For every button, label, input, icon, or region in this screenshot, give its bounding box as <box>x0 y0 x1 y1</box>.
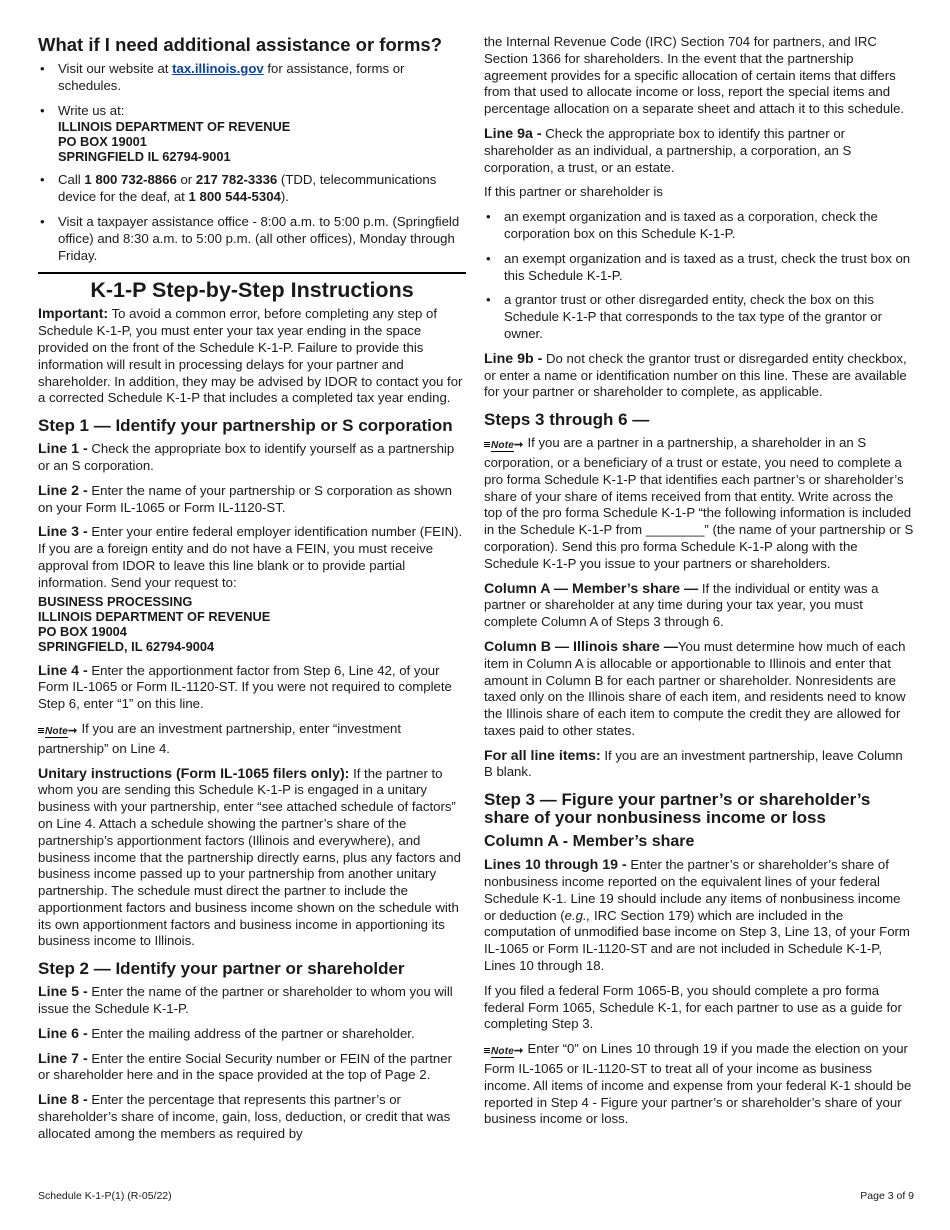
tdd-number: 1 800 544-5304 <box>188 189 281 205</box>
line4-paragraph: Line 4 - Enter the apportionment factor from Step 6, Line 42, of your Form IL-1065 or Form IL-1120-ST. If you were not required to complete Step 6, enter “1” on this line. <box>38 662 452 712</box>
phone-number: 1 800 732-8866 <box>84 172 177 188</box>
form-1065b-paragraph: If you filed a federal Form 1065-B, you should complete a pro forma federal Form 1065, Schedule K-1, for each partner to use as a guide for completing Step 3. <box>484 982 902 1032</box>
important-paragraph: Important: To avoid a common error, before completing any step of Schedule K-1-P, you must enter your tax year ending in the space provided on the front of the Schedule K-1-P. Failure to provide this information will result in processing delays for your partner and shareholder. In addition, they may be advised by IDOR to contact you for a corrected Schedule K-1-P that includes a completed tax year ending. <box>38 306 463 406</box>
list-item: • a grantor trust or other disregarded entity, check the box on this Schedule K-1-P that corresponds to the tax type of the grantor or owner. <box>484 292 914 342</box>
phone-number: 217 782-3336 <box>195 172 278 188</box>
line9a-paragraph: Line 9a - Check the appropriate box to identify this partner or shareholder as an individual, a partnership, a corporation, an S corporation, a trust, or an estate. <box>484 125 852 175</box>
website-link[interactable]: tax.illinois.gov <box>172 61 264 76</box>
all-line-items-paragraph: For all line items: If you are an investment partnership, leave Column B blank. <box>484 747 903 780</box>
line7-paragraph: Line 7 - Enter the entire Social Security number or FEIN of the partner or shareholder here and in the space provided at the top of Page 2. <box>38 1050 452 1083</box>
note-icon: Note➞ <box>38 723 77 741</box>
lines-10-19-paragraph: Lines 10 through 19 - Enter the partner’s or shareholder’s share of nonbusiness income reported on the equivalent lines of your federal Schedule K-1. Line 19 should include any items of nonbusiness income or deduction (e.g., IRC Section 179) which are included in the computation of unmodified base income on Step 3, Line 13, of your Form IL-1065 or Form IL-1120-ST and are not included in Schedule K-1-P, Lines 10 through 18. <box>484 857 910 974</box>
line1-paragraph: Line 1 - Check the appropriate box to identify yourself as a partnership or an S corporation. <box>38 441 455 473</box>
list-item: • an exempt organization and is taxed as a trust, check the trust box on this Schedule K-1-P. <box>484 251 914 285</box>
form-identifier: Schedule K-1-P(1) (R-05/22) <box>38 1190 172 1202</box>
steps3to6-heading: Steps 3 through 6 — <box>484 410 650 430</box>
step1-heading: Step 1 — Identify your partnership or S corporation <box>38 416 453 436</box>
page-number: Page 3 of 9 <box>860 1190 914 1202</box>
right-column <box>484 34 914 1136</box>
website-item: • Visit our website at tax.illinois.gov for assistance, forms or schedules. <box>38 61 466 95</box>
line2-paragraph: Line 2 - Enter the name of your partnership or S corporation as shown on your Form IL-1065 or Form IL-1120-ST. <box>38 482 452 515</box>
line8-paragraph: Line 8 - Enter the percentage that represents this partner’s or shareholder’s share of income, gain, loss, deduction, or credit that was allocated among the members as required by <box>38 1092 451 1141</box>
pro-forma-note: Note➞ If you are a partner in a partnership, a shareholder in an S corporation, or a beneficiary of a trust or estate, you need to complete a pro forma Schedule K-1-P that identifies each partner’s or shareholder’s share of your share of items received from that entity. Write across the top of the pro forma Schedule K-1-P “the following information is included in the Schedule K-1-P from ________” (the name of your partnership or S corporation). Send this pro forma Schedule K-1-P along with the Schedule K-1-P you issue to your partners or shareholders. <box>484 435 914 571</box>
column-a-paragraph: Column A — Member’s share — If the individual or entity was a partner or shareholder at any time during your tax year, you must complete Column A of Steps 3 through 6. <box>484 580 879 630</box>
write-item: • Write us at: ILLINOIS DEPARTMENT OF REVENUE PO BOX 19001 SPRINGFIELD IL 62794-9001 <box>38 103 466 165</box>
instructions-title: K-1-P Step-by-Step Instructions <box>90 278 414 303</box>
note-icon: Note➞ <box>484 437 523 455</box>
note-paragraph: Note➞ If you are an investment partnership, enter “investment partnership” on Line 4. <box>38 720 402 756</box>
assistance-heading: What if I need additional assistance or forms? <box>38 34 442 55</box>
visit-item: • Visit a taxpayer assistance office - 8:00 a.m. to 5:00 p.m. (Springfield office) and 8:30 a.m. to 5:00 p.m. (all other offices), Monday through Friday. <box>38 214 466 264</box>
assistance-list <box>38 61 466 264</box>
business-income-note: Note➞ Enter “0” on Lines 10 through 19 if you made the election on your Form IL-1065 or IL-1120-ST to treat all of your income as business income. All items of income and expense from your federal K-1 should be reported in Step 4 - Figure your partner’s or shareholder’s share of your business income or loss. <box>484 1041 912 1127</box>
unitary-paragraph: Unitary instructions (Form IL-1065 filers only): If the partner to whom you are sending this Schedule K-1-P is engaged in a unitary business with your partnership, enter “see attached schedule of factors” on Line 4. Attach a schedule showing the partner’s share of the partnership’s apportionment factors (Illinois and everywhere), and business income that the partnership directly earns, plus any factors and business income passed up to your partnership from another unitary partnership. The schedule must direct the partner to include the apportionment factors and business income shown on the schedule with its own apportionment factors and business income in apportioning its business income to Illinois. <box>38 765 461 949</box>
line8-continued: the Internal Revenue Code (IRC) Section 704 for partners, and IRC Section 1366 for shareholders. In the event that the partnership agreement provides for a specific allocation of certain items that differs from that used to allocate income or loss, report the special items and percentage allocation on a separate sheet and attach it to this schedule. <box>484 34 905 117</box>
step2-heading: Step 2 — Identify your partner or shareholder <box>38 959 405 979</box>
call-item: • Call 1 800 732-8866 or 217 782-3336 (TDD, telecommunications device for the deaf, at 1 800 544-5304). <box>38 172 466 206</box>
entity-bullet-list <box>484 209 914 343</box>
if-partner-text: If this partner or shareholder is <box>484 184 663 200</box>
business-processing-address: BUSINESS PROCESSING ILLINOIS DEPARTMENT OF REVENUE PO BOX 19004 SPRINGFIELD, IL 62794-9004 <box>38 593 271 654</box>
left-column <box>38 34 466 1151</box>
line9b-paragraph: Line 9b - Do not check the grantor trust or disregarded entity checkbox, or enter a name or identification number on this line. These are available for your partner or shareholder to complete, as applicable. <box>484 350 907 400</box>
column-b-paragraph: Column B — Illinois share —You must determine how much of each item in Column A is allocable or apportionable to Illinois and enter that amount in Column B for each partner or shareholder. Nonresidents are taxed only on the Illinois share of each item, and residents need to know the Illinois share of each item to compute the credit they are allowed for taxes paid to other states. <box>484 638 906 738</box>
line3-paragraph: Line 3 - Enter your entire federal employer identification number (FEIN). If you are a foreign entity and do not have a FEIN, you must receive approval from IDOR to leave this line blank or to provide partial information. Send your request to: <box>38 524 463 590</box>
line6-paragraph: Line 6 - Enter the mailing address of the partner or shareholder. <box>38 1025 415 1042</box>
list-item: • an exempt organization and is taxed as a corporation, check the corporation box on this Schedule K-1-P. <box>484 209 914 243</box>
note-icon: Note➞ <box>484 1043 523 1061</box>
idor-mailing-address: ILLINOIS DEPARTMENT OF REVENUE PO BOX 19001 SPRINGFIELD IL 62794-9001 <box>58 119 291 165</box>
column-a-subheading: Column A - Member’s share <box>484 833 695 851</box>
section-divider <box>38 272 466 274</box>
step3-heading: Step 3 — Figure your partner’s or shareholder’s share of your nonbusiness income or loss <box>484 790 871 828</box>
line5-paragraph: Line 5 - Enter the name of the partner or shareholder to whom you will issue the Schedule K-1-P. <box>38 984 453 1017</box>
